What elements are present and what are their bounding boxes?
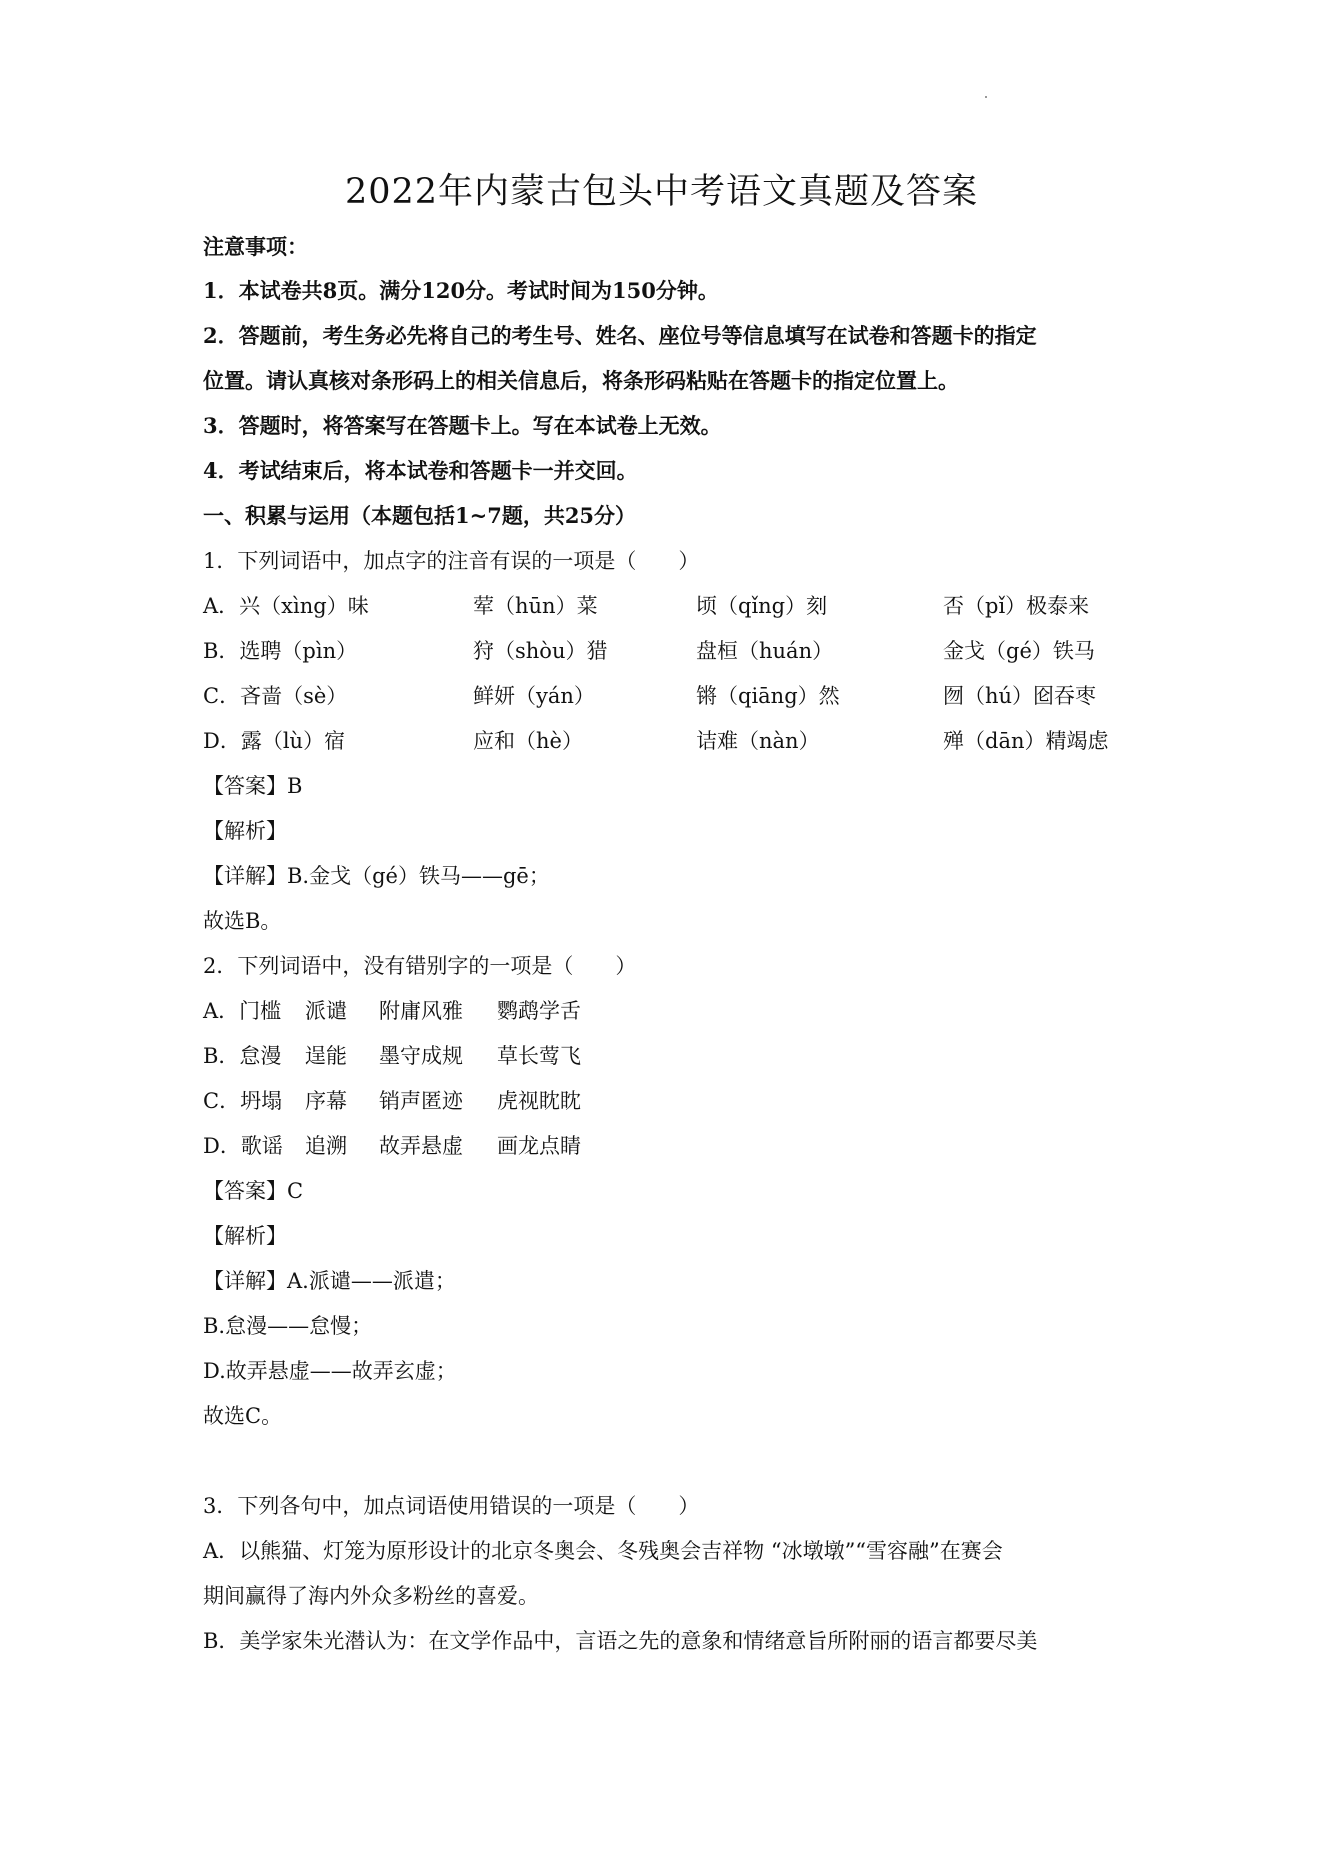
notice-item: 3．答题时，将答案写在答题卡上。写在本试卷上无效。 <box>203 413 722 438</box>
q2-option-cell: C．坍塌 <box>203 1089 283 1113</box>
q2-option-cell: 销声匿迹 <box>379 1089 463 1113</box>
q2-option-cell: 墨守成规 <box>379 1044 463 1068</box>
q1-option-cell: 诘难（nàn） <box>696 729 820 753</box>
q1-option-row <box>203 726 1163 756</box>
q2-option-cell: 虎视眈眈 <box>497 1089 581 1113</box>
q3-text-line: A．以熊猫、灯笼为原形设计的北京冬奥会、冬残奥会吉祥物 “冰墩墩”“雪容融”在赛会 <box>203 1539 1003 1563</box>
q1-option-row <box>203 591 1163 621</box>
q2-option-cell: 逞能 <box>305 1044 347 1068</box>
question-stem: 2．下列词语中，没有错别字的一项是（ ） <box>203 954 637 978</box>
q2-option-cell: 草长莺飞 <box>497 1044 581 1068</box>
q1-option-cell: D．露（lù）宿 <box>203 729 346 753</box>
q1-option-row <box>203 636 1163 666</box>
q1-option-row <box>203 681 1163 711</box>
detail-line: 故选B。 <box>203 909 282 933</box>
answer-line: 【答案】C <box>203 1179 304 1203</box>
q2-option-cell: 序幕 <box>305 1089 347 1113</box>
q1-option-cell: 囫（hú）囵吞枣 <box>943 684 1097 708</box>
q2-option-cell: 派谴 <box>305 999 347 1023</box>
analysis-heading: 【解析】 <box>203 1224 287 1248</box>
q1-option-cell: 否（pǐ）极泰来 <box>943 594 1090 618</box>
q2-option-cell: 附庸风雅 <box>379 999 463 1023</box>
q1-option-cell: B．选聘（pìn） <box>203 639 358 663</box>
question-stem: 1．下列词语中，加点字的注音有误的一项是（ ） <box>203 549 700 573</box>
q2-option-cell: A．门槛 <box>203 999 282 1023</box>
q1-option-cell: 盘桓（huán） <box>696 639 834 663</box>
section-heading: 一、积累与运用（本题包括1~7题，共25分） <box>203 503 637 528</box>
q2-option-cell: 追溯 <box>305 1134 347 1158</box>
q2-option-cell: 鹦鹉学舌 <box>497 999 581 1023</box>
document-title: 2022年内蒙古包头中考语文真题及答案 <box>344 172 979 212</box>
answer-line: 【答案】B <box>203 774 303 798</box>
notice-heading: 注意事项： <box>203 234 308 259</box>
q1-option-cell: 锵（qiāng）然 <box>696 684 840 708</box>
q2-option-cell: B．怠漫 <box>203 1044 282 1068</box>
q1-option-cell: 狩（shòu）猎 <box>473 639 608 663</box>
detail-line: 故选C。 <box>203 1404 283 1428</box>
q2-option-cell: 故弄悬虚 <box>379 1134 463 1158</box>
q1-option-cell: 应和（hè） <box>473 729 583 753</box>
q2-option-cell: D．歌谣 <box>203 1134 283 1158</box>
notice-item: 位置。请认真核对条形码上的相关信息后，将条形码粘贴在答题卡的指定位置上。 <box>203 368 959 393</box>
q1-option-cell: 鲜妍（yán） <box>473 684 595 708</box>
notice-item: 4．考试结束后，将本试卷和答题卡一并交回。 <box>203 458 638 483</box>
q1-option-cell: C．吝啬（sè） <box>203 684 348 708</box>
q1-option-cell: 殚（dān）精竭虑 <box>943 729 1109 753</box>
detail-line: B.怠漫——怠慢； <box>203 1314 373 1338</box>
notice-item: 2．答题前，考生务必先将自己的考生号、姓名、座位号等信息填写在试卷和答题卡的指定 <box>203 323 1037 348</box>
analysis-heading: 【解析】 <box>203 819 287 843</box>
detail-line: 【详解】A.派谴——派遣； <box>203 1269 456 1293</box>
q3-text-line: B．美学家朱光潜认为：在文学作品中，言语之先的意象和情绪意旨所附丽的语言都要尽美 <box>203 1629 1038 1653</box>
question-stem: 3．下列各句中，加点词语使用错误的一项是（ ） <box>203 1494 700 1518</box>
notice-item: 1．本试卷共8页。满分120分。考试时间为150分钟。 <box>203 278 719 303</box>
q1-option-cell: 金戈（gé）铁马 <box>943 639 1095 663</box>
q2-option-cell: 画龙点睛 <box>497 1134 581 1158</box>
q1-option-cell: 荤（hūn）菜 <box>473 594 598 618</box>
scan-speck <box>985 96 987 98</box>
q1-option-cell: A．兴（xìng）味 <box>203 594 369 618</box>
detail-line: 【详解】B.金戈（gé）铁马——gē； <box>203 864 550 888</box>
detail-line: D.故弄悬虚——故弄玄虚； <box>203 1359 457 1383</box>
q3-text-line: 期间赢得了海内外众多粉丝的喜爱。 <box>203 1584 539 1608</box>
q1-option-cell: 顷（qǐng）刻 <box>696 594 828 618</box>
